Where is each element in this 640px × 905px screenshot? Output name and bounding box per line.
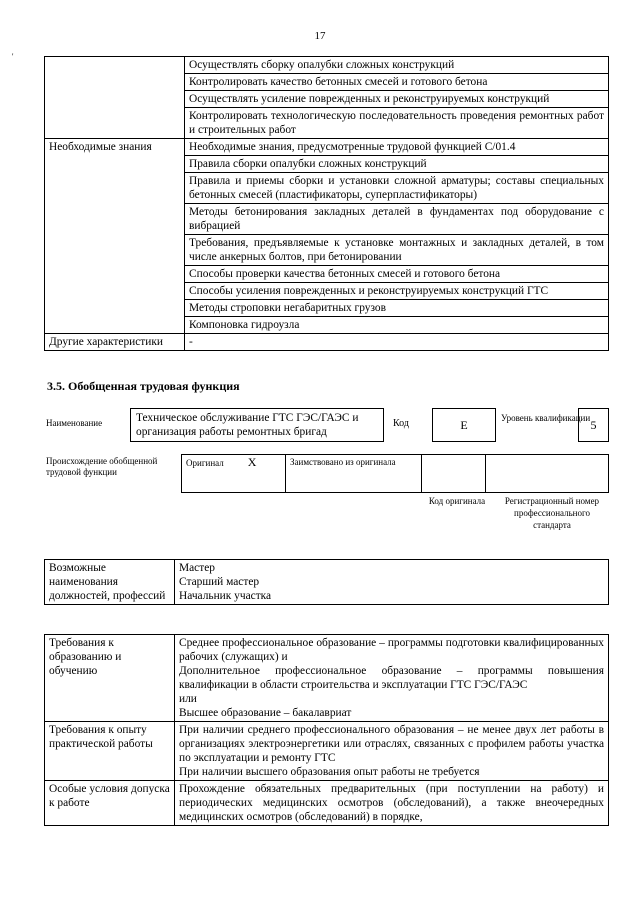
original-mark: X [247, 455, 257, 469]
positions-list [175, 560, 609, 605]
table-row [45, 722, 609, 781]
table-row [45, 139, 609, 156]
section-heading: 3.5. Обобщенная трудовая функция [47, 379, 240, 393]
qualification-level-label: Уровень квалификации [501, 413, 591, 423]
requirement-text [175, 635, 609, 722]
row-text: Осуществлять усиление поврежденных и реконструируемых конструкций [185, 91, 609, 108]
name-label: Наименование [46, 418, 103, 428]
table-row [45, 635, 609, 722]
requirement-text [175, 781, 609, 826]
requirement-line: Дополнительное профессиональное образование – программы повышения квалификации в области строительства и эксплуатации ГТС ГЭС/ГАЭС [179, 665, 604, 691]
row-text: Правила сборки опалубки сложных конструкций [185, 156, 609, 173]
row-label: Необходимые знания [45, 139, 185, 334]
row-text: Методы строповки негабаритных грузов [185, 300, 609, 317]
row-text: Компоновка гидроузла [185, 317, 609, 334]
borrowed-label: Заимствовано из оригинала [286, 455, 422, 493]
row-text: Требования, предъявляемые к установке монтажных и закладных деталей, в том числе анкерных болтов, при бетонировании [185, 235, 609, 266]
row-text: Способы проверки качества бетонных смесей и готового бетона [185, 266, 609, 283]
requirement-label: Требования к образованию и обучению [45, 635, 175, 722]
positions-table [44, 559, 609, 605]
requirement-line: Высшее образование – бакалавриат [179, 707, 352, 719]
row-text: Правила и приемы сборки и установки сложной арматуры; составы специальных бетонных смесей (пластификаторы, суперпластификаторы) [185, 173, 609, 204]
function-name-box: Техническое обслуживание ГТС ГЭС/ГАЭС и организация работы ремонтных бригад [130, 408, 384, 442]
page-number: 17 [314, 30, 326, 42]
requirement-line: При наличии среднего профессионального образования – не менее двух лет работы в организациях электроэнергетики или отраслях, связанных с профилем работы участка по эксплуатации и ремонту ГТС [179, 724, 604, 764]
requirements-table [44, 634, 609, 826]
row-label [45, 57, 185, 139]
table-row [45, 57, 609, 74]
row-text: Контролировать технологическую последовательность проведения ремонтных работ и строительных работ [185, 108, 609, 139]
requirement-label: Требования к опыту практической работы [45, 722, 175, 781]
origin-reg-cell [486, 455, 609, 493]
row-text: - [185, 334, 609, 351]
requirement-line: Среднее профессиональное образование – программы подготовки квалифицированных рабочих (служащих) и [179, 637, 604, 663]
row-text: Необходимые знания, предусмотренные трудовой функцией C/01.4 [185, 139, 609, 156]
position-item: Старший мастер [179, 576, 260, 588]
requirement-line: При наличии высшего образования опыт работы не требуется [179, 766, 480, 778]
code-original-caption: Код оригинала [428, 496, 486, 506]
registration-number-caption: Регистрационный номер профессионального стандарта [504, 496, 600, 530]
row-label: Другие характеристики [45, 334, 185, 351]
origin-table [181, 454, 609, 493]
requirement-text [175, 722, 609, 781]
requirement-label: Особые условия допуска к работе [45, 781, 175, 826]
original-label: Оригинал [186, 458, 224, 468]
skills-knowledge-table [44, 56, 609, 351]
origin-label: Происхождение обобщенной трудовой функции [46, 456, 158, 477]
table-row [45, 334, 609, 351]
row-text: Способы усиления поврежденных и реконструируемых конструкций ГТС [185, 283, 609, 300]
table-row [45, 781, 609, 826]
position-item: Мастер [179, 562, 215, 574]
positions-label: Возможные наименования должностей, профессий [45, 560, 175, 605]
row-text: Контролировать качество бетонных смесей и готового бетона [185, 74, 609, 91]
origin-code-cell [422, 455, 486, 493]
requirement-line: или [179, 693, 197, 705]
requirement-line: Прохождение обязательных предварительных (при поступлении на работу) и периодических медицинских осмотров (обследований), а также внеочередных медицинских осмотров (обследований) в порядке, [179, 783, 604, 823]
function-code-box: E [432, 408, 496, 442]
stray-mark: ' [12, 52, 14, 61]
qualification-level-box: 5 [578, 408, 609, 442]
row-text: Методы бетонирования закладных деталей в фундаментах под оборудование с вибрацией [185, 204, 609, 235]
row-text: Осуществлять сборку опалубки сложных конструкций [185, 57, 609, 74]
code-label: Код [393, 418, 409, 429]
position-item: Начальник участка [179, 590, 272, 602]
origin-original-cell [182, 455, 286, 493]
